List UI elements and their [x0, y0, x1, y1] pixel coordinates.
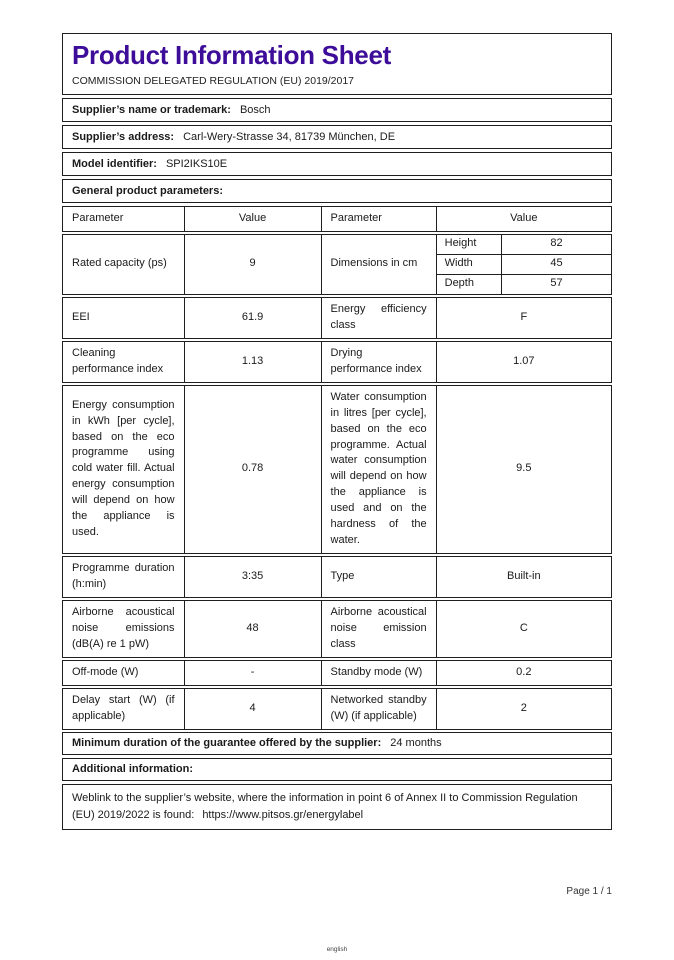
product-information-sheet	[62, 33, 612, 833]
param-cell: Energy efficiency class	[321, 298, 436, 338]
dimension-label: Height	[444, 237, 477, 250]
supplier-name-row	[62, 98, 612, 122]
model-identifier-row	[62, 152, 612, 176]
weblink-url[interactable]: https://www.pitsos.gr/energylabel	[202, 808, 364, 821]
param-cell: Airborne acoustical noise emission class	[321, 601, 436, 657]
model-identifier-value: SPI2IKS10E	[165, 158, 228, 170]
dimension-row	[437, 235, 611, 254]
table-row-energy-consumption	[62, 385, 612, 554]
dimension-label: Depth	[444, 277, 474, 290]
value-cell: 9.5	[436, 386, 611, 553]
regulation-subtitle: COMMISSION DELEGATED REGULATION (EU) 2019/2017	[72, 75, 355, 87]
model-identifier-label: Model identifier:	[72, 158, 157, 170]
value-cell: 48	[184, 601, 321, 657]
dimension-value: 45	[501, 255, 611, 274]
param-cell: Networked standby (W) (if applicable)	[321, 689, 436, 729]
value-cell: -	[184, 661, 321, 685]
param-cell: EEI	[72, 310, 90, 323]
header-value-2: Value	[436, 207, 611, 231]
dimension-value: 57	[501, 275, 611, 294]
value-cell: 1.07	[436, 342, 611, 382]
value-cell: 9	[184, 235, 321, 294]
additional-information-row	[62, 758, 612, 781]
param-cell: Dimensions in cm	[321, 235, 436, 294]
dimension-row	[437, 254, 611, 274]
param-cell: Energy consumption in kWh [per cycle], based on the eco programme using cold water fill. Actual energy consumption will depend on how the appliance is used.	[72, 398, 175, 539]
value-cell: F	[436, 298, 611, 338]
value-cell: 1.13	[184, 342, 321, 382]
additional-information-label: Additional information:	[72, 763, 193, 776]
param-cell: Rated capacity (ps)	[72, 257, 167, 270]
weblink-text: Weblink to the supplier’s website, where the information in point 6 of Annex II to Commission Regulation (EU) 2019/2022 is found:	[72, 791, 578, 821]
value-cell: 0.2	[436, 661, 611, 685]
value-cell: Built-in	[436, 557, 611, 597]
param-cell: Delay start (W) (if applicable)	[72, 693, 175, 722]
param-cell: Cleaning performance index	[72, 346, 164, 375]
table-row-eei	[62, 297, 612, 339]
table-row-noise	[62, 600, 612, 658]
table-row-off-mode	[62, 660, 612, 686]
dimension-label: Width	[444, 257, 473, 270]
guarantee-row	[62, 732, 612, 755]
param-cell: Type	[321, 557, 436, 597]
supplier-address-row	[62, 125, 612, 149]
param-cell: Standby mode (W)	[321, 661, 436, 685]
table-row-programme-duration	[62, 556, 612, 598]
guarantee-value: 24 months	[390, 737, 442, 750]
supplier-name-label: Supplier’s name or trademark:	[72, 104, 231, 116]
general-parameters-row	[62, 179, 612, 203]
param-cell: Programme duration (h:min)	[72, 562, 175, 590]
table-row-rated-capacity	[62, 234, 612, 295]
supplier-address-label: Supplier’s address:	[72, 131, 175, 143]
page-title: Product Information Sheet	[72, 40, 391, 70]
value-cell: 0.78	[184, 386, 321, 553]
table-header-row	[62, 206, 612, 232]
weblink-row	[62, 784, 612, 830]
header-parameter-1: Parameter	[72, 212, 124, 224]
supplier-address-value: Carl-Wery-Strasse 34, 81739 München, DE	[183, 131, 396, 143]
general-parameters-label: General product parameters:	[72, 185, 223, 197]
table-row-delay-start	[62, 688, 612, 730]
dimension-row	[437, 274, 611, 294]
header-value-1: Value	[184, 207, 321, 231]
page-number: Page 1 / 1	[566, 886, 612, 897]
param-cell: Water consumption in litres [per cycle], based on the eco programme. Actual water consumption will depend on how the appliance is used and on the hardness of the water.	[321, 386, 436, 553]
dimension-value: 82	[501, 235, 611, 254]
dimensions-subtable	[436, 235, 611, 294]
title-box	[62, 33, 612, 95]
value-cell: 2	[436, 689, 611, 729]
value-cell: C	[436, 601, 611, 657]
header-parameter-2: Parameter	[321, 207, 436, 231]
value-cell: 4	[184, 689, 321, 729]
param-cell: Drying performance index	[321, 342, 436, 382]
param-cell: Airborne acoustical noise emissions (dB(A) re 1 pW)	[72, 605, 175, 650]
supplier-name-value: Bosch	[239, 104, 271, 116]
param-cell: Off-mode (W)	[72, 665, 139, 678]
language-label: english	[326, 946, 348, 953]
guarantee-label: Minimum duration of the guarantee offered by the supplier:	[72, 737, 382, 750]
value-cell: 3:35	[184, 557, 321, 597]
table-row-cleaning	[62, 341, 612, 383]
value-cell: 61.9	[184, 298, 321, 338]
